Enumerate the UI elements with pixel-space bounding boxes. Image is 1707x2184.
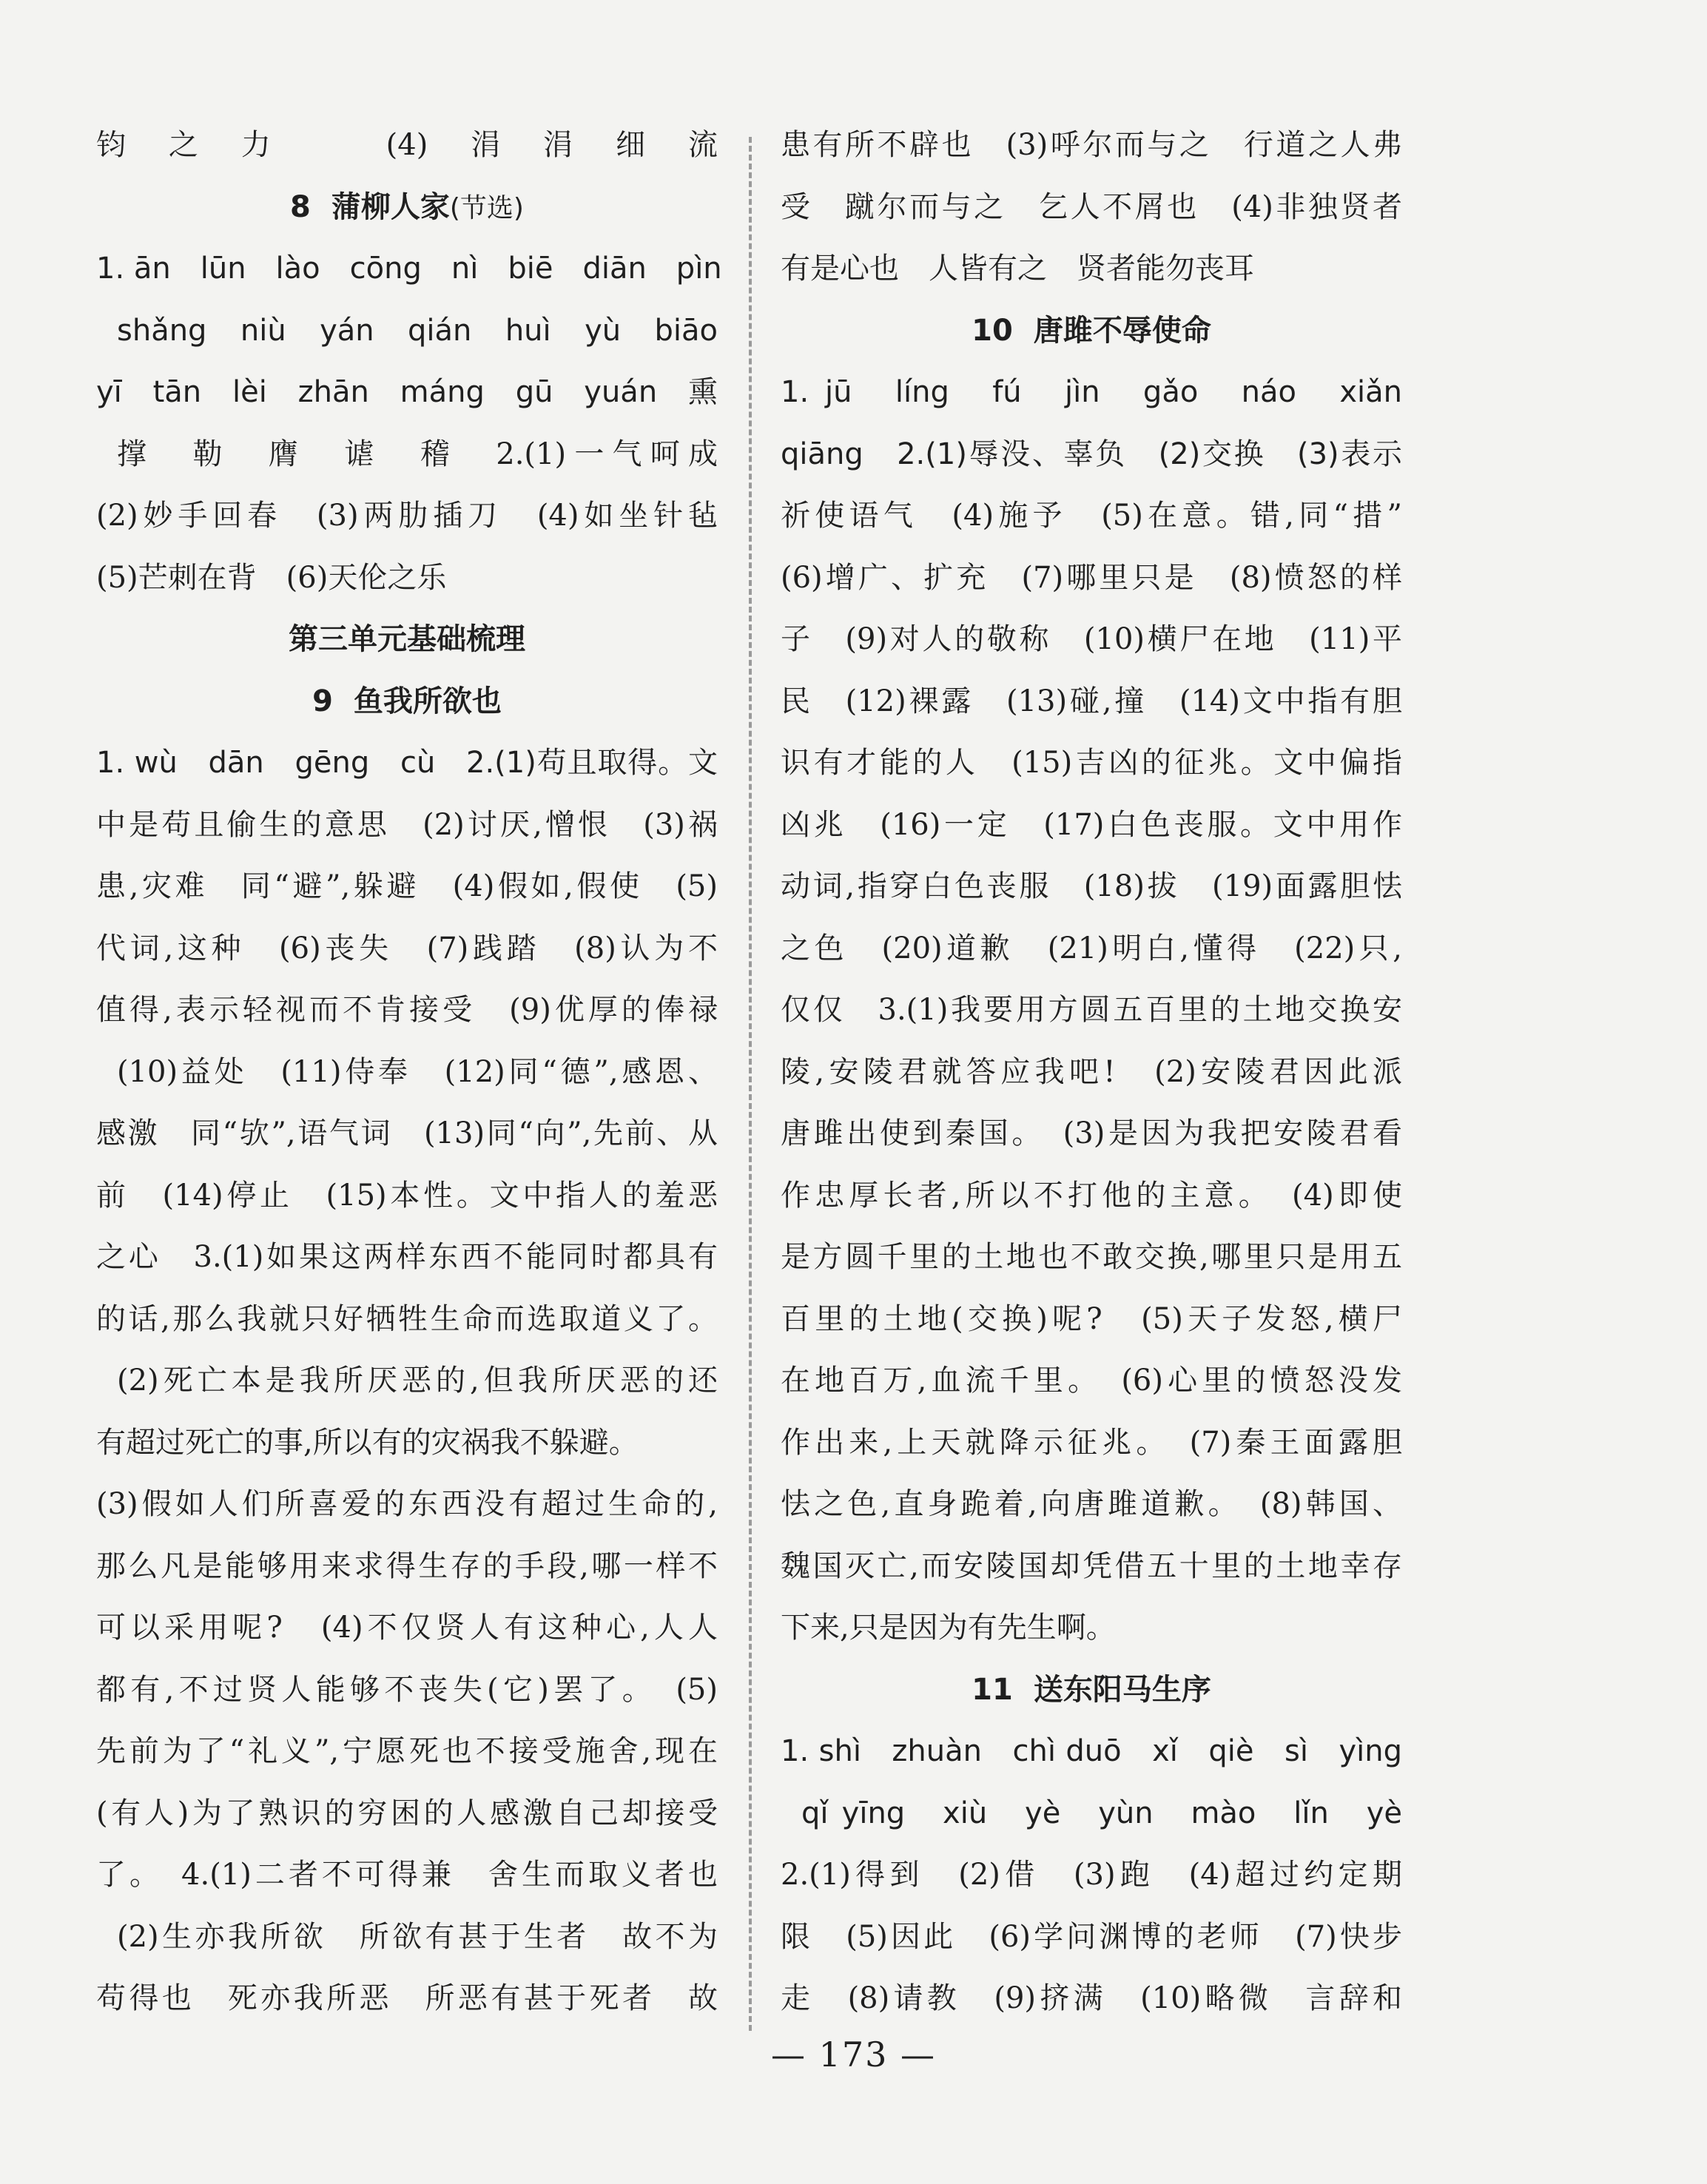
answer-line: 前 (14)停止 (15)本性。文中指人的羞恶	[96, 1178, 718, 1213]
answer-line: 之心 3.(1)如果这两样东西不能同时都具有	[96, 1240, 718, 1274]
answer-line: (3)假如人们所喜爱的东西没有超过生命的,	[96, 1487, 718, 1521]
answer-line: 撑 勒 膺 谑 稽 2.(1)一气呵成	[117, 437, 718, 471]
section-title-text: 第三单元基础梳理	[289, 622, 525, 656]
section-title	[96, 609, 718, 671]
answer-line: 值得,表示轻视而不肯接受 (9)优厚的俸禄	[96, 993, 718, 1027]
answer-line: 2.(1)得到 (2)借 (3)跑 (4)超过约定期	[781, 1858, 1402, 1892]
answer-line: 代词,这种 (6)丧失 (7)践踏 (8)认为不	[96, 931, 718, 965]
section-number: 8	[290, 189, 311, 224]
answer-line: 是方圆千里的土地也不敢交换,哪里只是用五	[781, 1240, 1402, 1274]
column-divider	[749, 137, 752, 2031]
answer-line: 唐雎出使到秦国。 (3)是因为我把安陵君看	[781, 1116, 1402, 1150]
right-column	[781, 115, 1402, 2030]
answer-line: 受 蹴尔而与之 乞人不屑也 (4)非独贤者	[781, 189, 1402, 224]
answer-line: 的话,那么我就只好牺牲生命而选取道义了。	[96, 1301, 718, 1336]
answer-line: 走 (8)请教 (9)挤满 (10)略微 言辞和	[781, 1981, 1402, 2015]
answer-line: (2)妙手回春 (3)两肋插刀 (4)如坐针毡	[96, 499, 718, 533]
section-title	[96, 177, 718, 239]
answer-line: (6)增广、扩充 (7)哪里只是 (8)愤怒的样	[781, 560, 1402, 595]
section-title	[781, 1659, 1402, 1722]
answer-line: 患有所不辟也 (3)呼尔而与之 行道之人弗	[781, 128, 1402, 162]
answer-line: 仅仅 3.(1)我要用方圆五百里的土地交换安	[781, 993, 1402, 1027]
answer-line: 下来,只是因为有先生啊。	[781, 1611, 1116, 1645]
answer-line: 苟得也 死亦我所恶 所恶有甚于死者 故	[96, 1981, 718, 2015]
section-title-text: 鱼我所欲也	[353, 684, 502, 718]
page-number: — 173 —	[770, 2035, 937, 2075]
answer-line: 祈使语气 (4)施予 (5)在意。错,同“措”	[781, 499, 1402, 533]
section-number: 10	[972, 313, 1013, 348]
answer-line: 中是苟且偷生的意思 (2)讨厌,憎恨 (3)祸	[96, 807, 718, 842]
answer-line: 1. ān lūn lào cōng nì biē diān pìn	[96, 252, 722, 286]
answer-line: 1. shì zhuàn chì duō xǐ qiè sì yìng	[781, 1734, 1402, 1768]
section-title	[781, 300, 1402, 363]
answer-line: shǎng niù yán qián huì yù biāo	[117, 313, 718, 348]
answer-line: 动词,指穿白色丧服 (18)拔 (19)面露胆怯	[781, 869, 1402, 903]
answer-line: 民 (12)裸露 (13)碰,撞 (14)文中指有胆	[781, 684, 1402, 718]
answer-line: (有人)为了熟识的穷困的人感激自己却接受	[96, 1796, 718, 1830]
section-number: 11	[972, 1672, 1013, 1707]
section-number: 9	[312, 684, 333, 718]
section-title-text: 蒲柳人家	[331, 189, 450, 224]
answer-line: 患,灾难 同“避”,躲避 (4)假如,假使 (5)	[96, 869, 718, 903]
answer-line: (2)生亦我所欲 所欲有甚于生者 故不为	[117, 1919, 718, 1954]
answer-line: 作出来,上天就降示征兆。 (7)秦王面露胆	[781, 1425, 1402, 1460]
answer-line: (5)芒刺在背 (6)天伦之乐	[96, 560, 447, 595]
answer-line: yī tān lèi zhān máng gū yuán 熏	[96, 375, 718, 409]
answer-line: qǐ yīng xiù yè yùn mào lǐn yè	[801, 1796, 1402, 1830]
answer-line: 怯之色,直身跪着,向唐雎道歉。 (8)韩国、	[781, 1487, 1402, 1521]
answer-line: 感激 同“欤”,语气词 (13)同“向”,先前、从	[96, 1116, 718, 1150]
answer-line: 子 (9)对人的敬称 (10)横尸在地 (11)平	[781, 622, 1402, 656]
answer-line: 1. jū líng fú jìn gǎo náo xiǎn	[781, 375, 1402, 409]
answer-line: 先前为了“礼义”,宁愿死也不接受施舍,现在	[96, 1734, 718, 1768]
answer-line: (2)死亡本是我所厌恶的,但我所厌恶的还	[117, 1364, 718, 1398]
section-title-note: (节选)	[449, 192, 524, 223]
answer-line: 都有,不过贤人能够不丧失(它)罢了。 (5)	[96, 1672, 718, 1707]
answer-line: (10)益处 (11)侍奉 (12)同“德”,感恩、	[117, 1054, 718, 1089]
answer-line: 百里的土地(交换)呢? (5)天子发怒,横尸	[781, 1301, 1402, 1336]
answer-line: 之色 (20)道歉 (21)明白,懂得 (22)只,	[781, 931, 1402, 965]
left-column	[96, 115, 722, 2030]
answer-line: 陵,安陵君就答应我吧! (2)安陵君因此派	[781, 1054, 1402, 1089]
answer-line: 限 (5)因此 (6)学问渊博的老师 (7)快步	[781, 1919, 1402, 1954]
answer-line: 那么凡是能够用来求得生存的手段,哪一样不	[96, 1548, 718, 1583]
section-title-text: 唐雎不辱使命	[1033, 313, 1211, 348]
answer-line: 钧之力 (4)涓涓细流	[96, 128, 718, 162]
answer-line: 魏国灭亡,而安陵国却凭借五十里的土地幸存	[781, 1548, 1402, 1583]
section-title-text: 送东阳马生序	[1033, 1672, 1211, 1707]
answer-line: qiāng 2.(1)辱没、辜负 (2)交换 (3)表示	[781, 437, 1402, 471]
answer-line: 1. wù dān gēng cù 2.(1)苟且取得。文	[96, 746, 718, 780]
answer-line: 作忠厚长者,所以不打他的主意。 (4)即使	[781, 1178, 1402, 1213]
answer-line: 有超过死亡的事,所以有的灾祸我不躲避。	[96, 1425, 639, 1460]
answer-line: 有是心也 人皆有之 贤者能勿丧耳	[781, 252, 1254, 286]
section-title	[96, 671, 718, 733]
answer-line: 可以采用呢? (4)不仅贤人有这种心,人人	[96, 1611, 718, 1645]
answer-line: 凶兆 (16)一定 (17)白色丧服。文中用作	[781, 807, 1402, 842]
answer-line: 识有才能的人 (15)吉凶的征兆。文中偏指	[781, 746, 1402, 780]
answer-line: 在地百万,血流千里。 (6)心里的愤怒没发	[781, 1364, 1402, 1398]
answer-line: 了。 4.(1)二者不可得兼 舍生而取义者也	[96, 1858, 718, 1892]
